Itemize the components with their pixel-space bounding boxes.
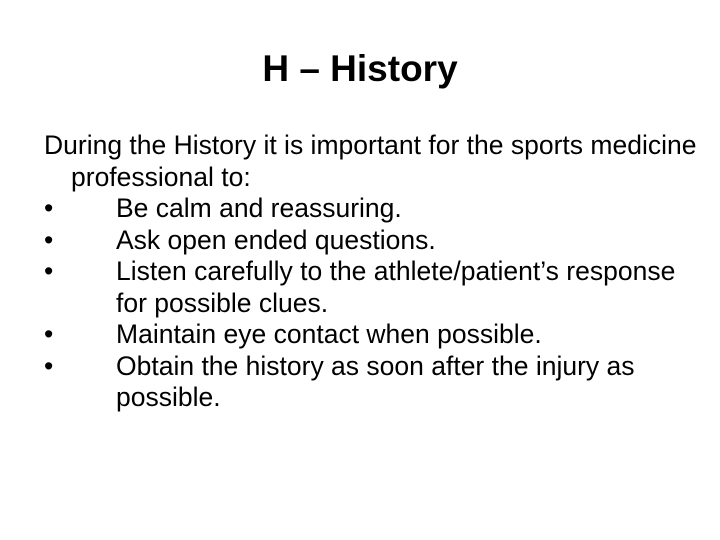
bullet-dot-icon: • xyxy=(44,350,54,381)
bullet-text: Be calm and reassuring. xyxy=(116,193,402,223)
bullet-text: Ask open ended questions. xyxy=(116,224,436,255)
bullet-item xyxy=(44,256,704,319)
intro-text: During the History it is important for the sports medicine professional to: xyxy=(44,130,697,192)
bullet-text: Obtain the history as soon after the injury as possible. xyxy=(116,350,635,412)
slide-title: H – History xyxy=(262,48,458,89)
bullet-dot-icon: • xyxy=(44,224,54,255)
bullet-dot-icon: • xyxy=(44,319,54,349)
bullet-text: Maintain eye contact when possible. xyxy=(116,319,542,349)
bullet-item xyxy=(44,193,704,225)
bullet-list xyxy=(44,193,704,414)
bullet-item xyxy=(44,319,704,351)
slide-body xyxy=(44,130,704,414)
bullet-dot-icon: • xyxy=(44,193,54,223)
bullet-item xyxy=(44,225,704,257)
bullet-item xyxy=(44,351,704,414)
bullet-text: Listen carefully to the athlete/patient’s response for possible clues. xyxy=(116,256,676,318)
bullet-dot-icon: • xyxy=(44,256,54,286)
